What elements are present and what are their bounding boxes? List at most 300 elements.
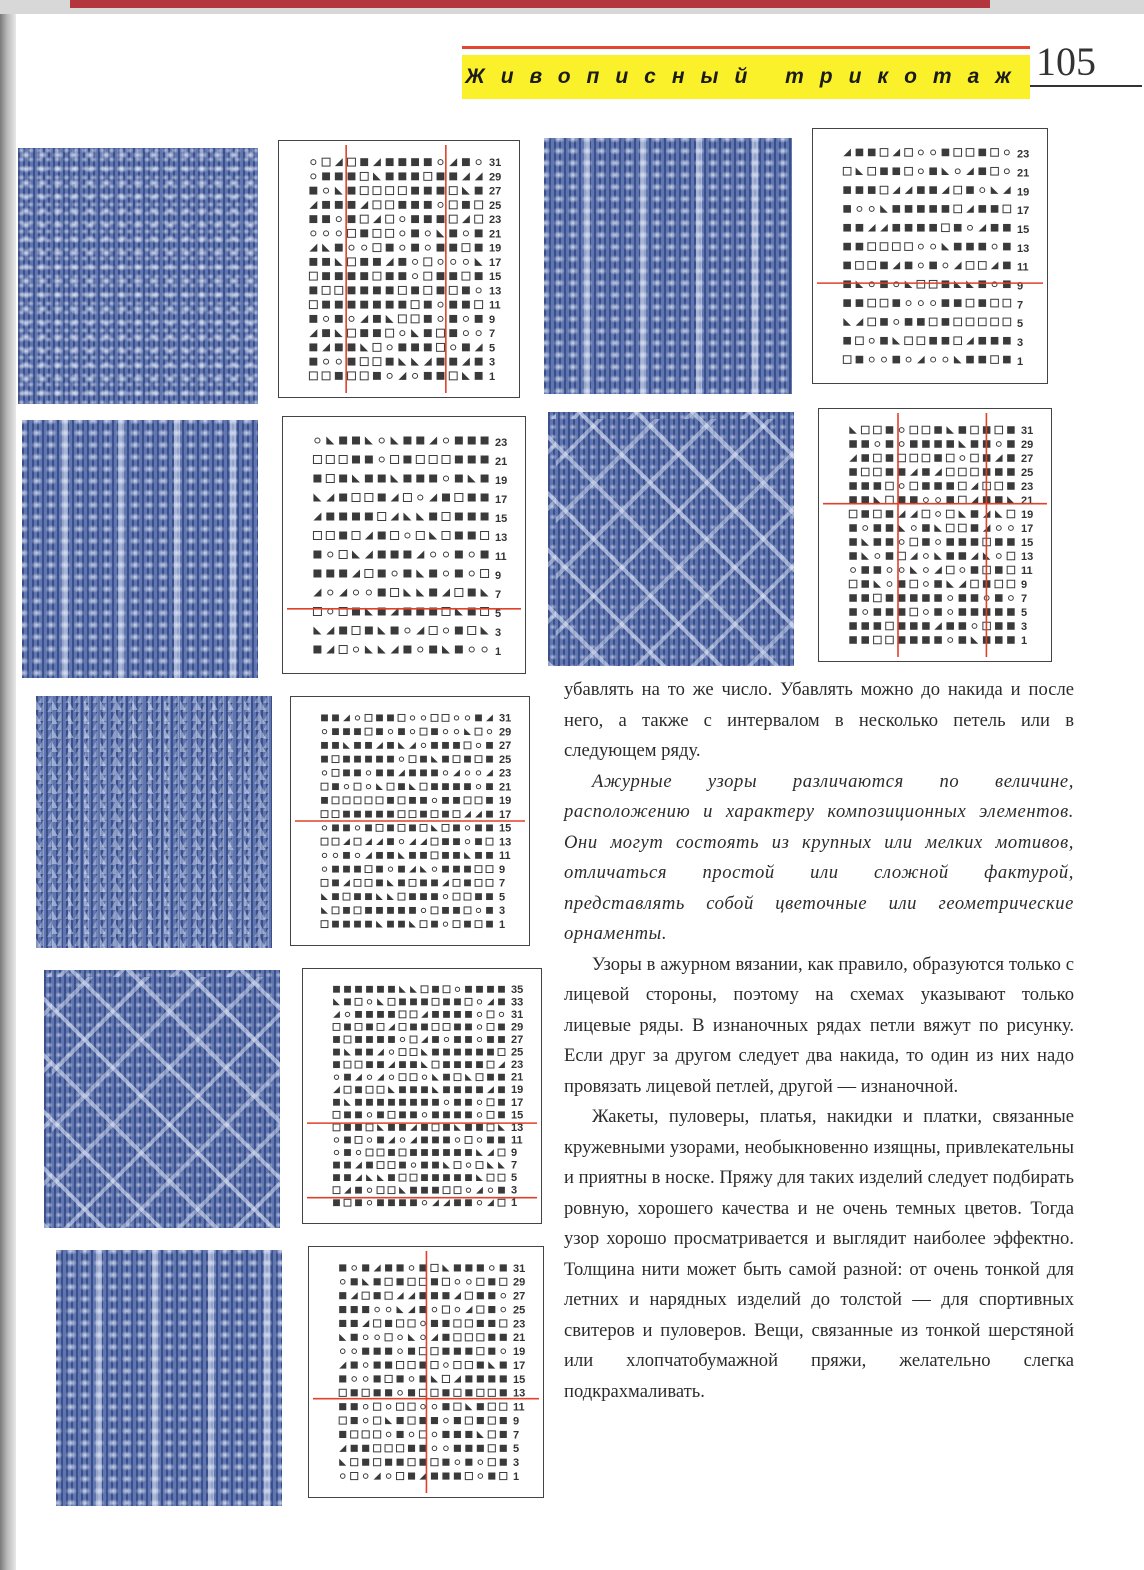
row-number-label: 13 [495, 531, 508, 544]
knit-stitch-symbol [373, 329, 381, 337]
purl-stitch-symbol [409, 811, 416, 818]
purl-stitch-symbol [385, 1278, 392, 1285]
knit-stitch-symbol [443, 1011, 450, 1018]
knit-stitch-symbol [954, 243, 962, 251]
decrease-stitch-symbol [874, 496, 882, 504]
knit-stitch-symbol [465, 1124, 472, 1131]
yarn-over-symbol [432, 1446, 437, 1451]
knit-stitch-symbol [849, 482, 857, 490]
knit-stitch-symbol [339, 1306, 346, 1313]
purl-stitch-symbol [398, 286, 406, 294]
knit-stitch-symbol [398, 172, 406, 180]
decrease-stitch-symbol [398, 358, 406, 366]
knit-stitch-symbol [388, 1099, 395, 1106]
knit-stitch-symbol [959, 608, 967, 616]
knit-stitch-symbol [387, 852, 394, 859]
purl-stitch-symbol [432, 1124, 439, 1131]
purl-stitch-symbol [432, 1024, 439, 1031]
knit-stitch-symbol [365, 756, 372, 763]
decrease-stitch-symbol [868, 224, 876, 232]
knit-stitch-symbol [348, 187, 356, 195]
yarn-over-symbol [421, 1404, 426, 1409]
purl-stitch-symbol [856, 337, 864, 345]
row-number-label: 3 [1021, 620, 1028, 633]
yarn-over-symbol [477, 1037, 481, 1041]
knit-stitch-symbol [377, 1111, 384, 1118]
row-number-label: 3 [513, 1457, 520, 1470]
knit-stitch-symbol [486, 824, 493, 831]
decrease-stitch-symbol [424, 358, 432, 366]
yarn-over-symbol [375, 1307, 380, 1312]
knit-stitch-symbol [362, 1445, 369, 1452]
purl-stitch-symbol [397, 1445, 404, 1452]
yarn-over-symbol [455, 987, 459, 991]
yarn-over-symbol [924, 568, 929, 573]
decrease-stitch-symbol [326, 437, 334, 445]
knit-stitch-symbol [1003, 337, 1011, 345]
knit-stitch-symbol [476, 1049, 483, 1056]
decrease-stitch-symbol [498, 1124, 505, 1131]
purl-stitch-symbol [874, 454, 882, 462]
purl-stitch-symbol [910, 580, 918, 588]
knit-stitch-symbol [343, 921, 350, 928]
decrease-stitch-symbol [365, 838, 372, 845]
purl-stitch-symbol [487, 1124, 494, 1131]
decrease-stitch-symbol [443, 1199, 450, 1206]
knit-stitch-symbol [443, 1049, 450, 1056]
decrease-stitch-symbol [391, 646, 399, 654]
knit-stitch-symbol [465, 1375, 472, 1382]
row-number-label: 11 [489, 299, 501, 312]
purl-stitch-symbol [408, 1320, 415, 1327]
purl-stitch-symbol [420, 921, 427, 928]
yarn-over-symbol [465, 771, 469, 775]
knit-stitch-symbol [892, 205, 900, 213]
decrease-stitch-symbol [991, 186, 999, 194]
knit-stitch-symbol [849, 608, 857, 616]
knit-stitch-symbol [399, 1099, 406, 1106]
yarn-over-symbol [375, 1335, 380, 1340]
row-number-label: 11 [1021, 564, 1033, 577]
yarn-over-symbol [924, 554, 929, 559]
yarn-over-symbol [465, 839, 469, 843]
decrease-stitch-symbol [421, 1061, 428, 1068]
purl-stitch-symbol [378, 513, 386, 521]
knit-stitch-symbol [351, 1306, 358, 1313]
row-number-label: 19 [513, 1346, 526, 1359]
knit-stitch-symbol [971, 608, 979, 616]
row-number-label: 5 [1021, 606, 1028, 619]
row-number-label: 31 [499, 712, 512, 725]
decrease-stitch-symbol [409, 838, 416, 845]
decrease-stitch-symbol [313, 589, 321, 597]
knit-stitch-symbol [376, 728, 383, 735]
knit-stitch-symbol [465, 1199, 472, 1206]
knit-stitch-symbol [410, 1111, 417, 1118]
knit-stitch-symbol [1003, 262, 1011, 270]
knit-stitch-symbol [348, 358, 356, 366]
knit-stitch-symbol [421, 1124, 428, 1131]
purl-stitch-symbol [398, 187, 406, 195]
yarn-over-symbol [363, 1363, 368, 1368]
knit-stitch-symbol [966, 186, 974, 194]
decrease-stitch-symbol [431, 756, 438, 763]
knit-stitch-symbol [861, 510, 869, 518]
row-number-label: 11 [1017, 261, 1029, 274]
knit-stitch-symbol [431, 879, 438, 886]
knit-stitch-symbol [880, 318, 888, 326]
knit-stitch-symbol [455, 475, 463, 483]
section-title: Живописный трикотаж [462, 55, 1030, 99]
yarn-over-symbol [315, 438, 320, 443]
row-number-label: 25 [1021, 466, 1034, 479]
decrease-stitch-symbol [410, 1124, 417, 1131]
knit-stitch-symbol [455, 646, 463, 654]
decrease-stitch-symbol [335, 158, 343, 166]
purl-stitch-symbol [351, 1473, 358, 1480]
knit-stitch-symbol [421, 1174, 428, 1181]
purl-stitch-symbol [360, 358, 368, 366]
purl-stitch-symbol [449, 286, 457, 294]
yarn-over-symbol [311, 160, 316, 165]
knit-stitch-symbol [348, 286, 356, 294]
knit-stitch-symbol [366, 1061, 373, 1068]
knit-stitch-symbol [886, 524, 894, 532]
knit-stitch-symbol [462, 286, 470, 294]
knit-stitch-symbol [442, 1431, 449, 1438]
knit-stitch-symbol [1007, 636, 1015, 644]
knit-stitch-symbol [942, 149, 950, 157]
knit-stitch-symbol [476, 1124, 483, 1131]
knit-stitch-symbol [922, 594, 930, 602]
purl-stitch-symbol [373, 358, 381, 366]
knit-stitch-symbol [453, 783, 460, 790]
yarn-over-symbol [399, 757, 403, 761]
knit-stitch-symbol [454, 1024, 461, 1031]
yarn-over-symbol [467, 1280, 472, 1285]
knit-stitch-symbol [421, 1162, 428, 1169]
yarn-over-symbol [353, 590, 358, 595]
knit-stitch-symbol [486, 797, 493, 804]
purl-stitch-symbol [351, 1459, 358, 1466]
row-number-label: 19 [489, 242, 502, 255]
knit-stitch-symbol [397, 1264, 404, 1271]
knit-stitch-symbol [410, 1199, 417, 1206]
yarn-over-symbol [334, 1075, 338, 1079]
purl-stitch-symbol [431, 852, 438, 859]
knit-stitch-symbol [431, 783, 438, 790]
knit-stitch-symbol [995, 496, 1003, 504]
decrease-stitch-symbol [326, 646, 334, 654]
decrease-stitch-symbol [442, 1264, 449, 1271]
knit-stitch-symbol [416, 475, 424, 483]
yarn-over-symbol [438, 160, 443, 165]
knit-stitch-symbol [333, 1036, 340, 1043]
knit-stitch-symbol [321, 714, 328, 721]
knit-stitch-symbol [398, 343, 406, 351]
purl-stitch-symbol [333, 1111, 340, 1118]
decrease-stitch-symbol [362, 1278, 369, 1285]
row-number-label: 5 [511, 1172, 518, 1185]
knit-stitch-symbol [454, 1417, 461, 1424]
yarn-over-symbol [1004, 169, 1009, 174]
purl-stitch-symbol [388, 1187, 395, 1194]
knit-stitch-symbol [339, 1431, 346, 1438]
purl-stitch-symbol [498, 1174, 505, 1181]
yarn-over-symbol [398, 1335, 403, 1340]
purl-stitch-symbol [355, 1024, 362, 1031]
row-number-label: 5 [1017, 318, 1024, 331]
knit-stitch-symbol [431, 921, 438, 928]
purl-stitch-symbol [942, 224, 950, 232]
decrease-stitch-symbol [442, 879, 449, 886]
knit-stitch-symbol [465, 1149, 472, 1156]
purl-stitch-symbol [849, 510, 857, 518]
purl-stitch-symbol [946, 468, 954, 476]
knit-stitch-symbol [465, 1389, 472, 1396]
knit-stitch-symbol [354, 742, 361, 749]
knit-stitch-symbol [365, 907, 372, 914]
knit-stitch-symbol [408, 1389, 415, 1396]
knit-stitch-symbol [843, 186, 851, 194]
knit-stitch-symbol [898, 622, 906, 630]
knit-swatch-2 [22, 420, 258, 678]
knit-stitch-symbol [442, 1389, 449, 1396]
row-number-label: 1 [489, 370, 496, 383]
purl-stitch-symbol [910, 454, 918, 462]
knit-stitch-symbol [431, 742, 438, 749]
knit-stitch-symbol [335, 301, 343, 309]
knit-stitch-symbol [365, 513, 373, 521]
row-number-label: 19 [511, 1084, 524, 1097]
knit-stitch-symbol [339, 1375, 346, 1382]
decrease-stitch-symbol [421, 1036, 428, 1043]
chart-6-grid [303, 969, 541, 1223]
row-number-label: 9 [513, 1415, 520, 1428]
knit-stitch-symbol [449, 301, 457, 309]
decrease-stitch-symbol [391, 494, 399, 502]
knit-stitch-symbol [431, 1473, 438, 1480]
decrease-stitch-symbol [465, 1306, 472, 1313]
purl-stitch-symbol [922, 426, 930, 434]
chart-2-grid [283, 417, 525, 673]
knit-stitch-symbol [385, 1348, 392, 1355]
purl-stitch-symbol [373, 244, 381, 252]
knit-stitch-symbol [905, 205, 913, 213]
knit-stitch-symbol [309, 358, 317, 366]
knit-stitch-symbol [365, 824, 372, 831]
knit-stitch-symbol [409, 852, 416, 859]
yarn-over-symbol [366, 784, 370, 788]
yarn-over-symbol [431, 552, 436, 557]
yarn-over-symbol [972, 624, 977, 629]
yarn-over-symbol [379, 457, 384, 462]
decrease-stitch-symbol [398, 852, 405, 859]
decrease-stitch-symbol [910, 510, 918, 518]
decrease-stitch-symbol [360, 315, 368, 323]
knit-stitch-symbol [409, 769, 416, 776]
yarn-over-symbol [482, 647, 487, 652]
purl-stitch-symbol [419, 1348, 426, 1355]
knit-stitch-symbol [971, 594, 979, 602]
yarn-over-symbol [336, 217, 341, 222]
yarn-over-symbol [444, 1037, 448, 1041]
purl-stitch-symbol [355, 1137, 362, 1144]
knit-swatch-1 [18, 148, 258, 404]
yarn-over-symbol [328, 552, 333, 557]
knit-stitch-symbol [365, 893, 372, 900]
decrease-stitch-symbol [991, 262, 999, 270]
knit-stitch-symbol [437, 358, 445, 366]
knit-stitch-symbol [922, 524, 930, 532]
knit-stitch-symbol [455, 532, 463, 540]
purl-stitch-symbol [905, 167, 913, 175]
yarn-over-symbol [386, 1432, 391, 1437]
decrease-stitch-symbol [309, 244, 317, 252]
yarn-over-symbol [328, 590, 333, 595]
row-number-label: 7 [499, 877, 506, 890]
knit-stitch-symbol [322, 258, 330, 266]
decrease-stitch-symbol [849, 454, 857, 462]
row-number-label: 9 [499, 863, 506, 876]
knit-stitch-symbol [437, 286, 445, 294]
row-number-label: 27 [499, 740, 512, 753]
knit-stitch-symbol [410, 1187, 417, 1194]
page-number: 105 [1036, 39, 1096, 84]
knit-stitch-symbol [374, 1292, 381, 1299]
yarn-over-symbol [409, 1266, 414, 1271]
purl-stitch-symbol [344, 1061, 351, 1068]
header-rule [462, 46, 1030, 49]
yarn-over-symbol [410, 716, 414, 720]
knit-stitch-symbol [322, 301, 330, 309]
knit-stitch-symbol [917, 205, 925, 213]
knit-stitch-symbol [355, 1036, 362, 1043]
purl-stitch-symbol [500, 1473, 507, 1480]
yarn-over-symbol [311, 174, 316, 179]
decrease-stitch-symbol [995, 454, 1003, 462]
knit-stitch-symbol [500, 1362, 507, 1369]
knit-stitch-symbol [498, 1111, 505, 1118]
decrease-stitch-symbol [449, 158, 457, 166]
row-number-label: 7 [495, 588, 502, 601]
decrease-stitch-symbol [360, 201, 368, 209]
row-number-label: 15 [495, 512, 508, 525]
yarn-over-symbol [477, 1012, 481, 1016]
decrease-stitch-symbol [409, 921, 416, 928]
purl-stitch-symbol [399, 1011, 406, 1018]
knit-stitch-symbol [442, 1403, 449, 1410]
yarn-over-symbol [906, 357, 911, 362]
decrease-stitch-symbol [442, 589, 450, 597]
knit-stitch-symbol [374, 1362, 381, 1369]
yarn-over-symbol [405, 628, 410, 633]
knit-stitch-symbol [348, 201, 356, 209]
decrease-stitch-symbol [409, 742, 416, 749]
purl-stitch-symbol [365, 570, 373, 578]
knit-stitch-symbol [408, 1445, 415, 1452]
knit-stitch-symbol [386, 244, 394, 252]
knit-stitch-symbol [462, 343, 470, 351]
knit-stitch-symbol [464, 783, 471, 790]
decrease-stitch-symbol [488, 1362, 495, 1369]
decrease-stitch-symbol [421, 1011, 428, 1018]
chart-5-grid [291, 697, 529, 945]
knit-stitch-symbol [498, 1036, 505, 1043]
row-number-label: 7 [489, 328, 496, 341]
yarn-over-symbol [455, 1138, 459, 1142]
purl-stitch-symbol [326, 532, 334, 540]
purl-stitch-symbol [905, 149, 913, 157]
purl-stitch-symbol [477, 1306, 484, 1313]
purl-stitch-symbol [500, 1403, 507, 1410]
decrease-stitch-symbol [366, 1174, 373, 1181]
knit-stitch-symbol [978, 356, 986, 364]
knit-stitch-symbol [424, 329, 432, 337]
row-number-label: 1 [1017, 355, 1024, 368]
purl-stitch-symbol [366, 1149, 373, 1156]
purl-stitch-symbol [360, 215, 368, 223]
knit-stitch-symbol [946, 538, 954, 546]
purl-stitch-symbol [424, 172, 432, 180]
knit-stitch-symbol [455, 627, 463, 635]
knit-stitch-symbol [442, 811, 449, 818]
purl-stitch-symbol [910, 538, 918, 546]
knit-stitch-symbol [954, 299, 962, 307]
top-edge-red [70, 0, 990, 8]
yarn-over-symbol [367, 1138, 371, 1142]
purl-stitch-symbol [333, 1187, 340, 1194]
row-number-label: 5 [499, 891, 506, 904]
yarn-over-symbol [887, 582, 892, 587]
decrease-stitch-symbol [934, 622, 942, 630]
knit-stitch-symbol [411, 343, 419, 351]
yarn-over-symbol [443, 476, 448, 481]
purl-stitch-symbol [465, 1473, 472, 1480]
knit-stitch-symbol [476, 1061, 483, 1068]
knit-stitch-symbol [403, 646, 411, 654]
knit-stitch-symbol [362, 1264, 369, 1271]
knit-stitch-symbol [886, 510, 894, 518]
yarn-over-symbol [322, 826, 326, 830]
purl-stitch-symbol [398, 714, 405, 721]
knit-stitch-symbol [365, 456, 373, 464]
knit-stitch-symbol [481, 456, 489, 464]
knit-stitch-symbol [442, 797, 449, 804]
knit-stitch-symbol [354, 728, 361, 735]
purl-stitch-symbol [387, 783, 394, 790]
purl-stitch-symbol [321, 811, 328, 818]
knit-stitch-symbol [432, 986, 439, 993]
knit-stitch-symbol [424, 343, 432, 351]
decrease-stitch-symbol [437, 229, 445, 237]
row-number-label: 5 [489, 342, 496, 355]
purl-stitch-symbol [929, 280, 937, 288]
knit-stitch-symbol [486, 852, 493, 859]
knit-stitch-symbol [386, 272, 394, 280]
chart-7-grid [309, 1247, 543, 1497]
knit-stitch-symbol [1003, 280, 1011, 288]
knit-stitch-symbol [971, 566, 979, 574]
purl-stitch-symbol [487, 1174, 494, 1181]
knit-stitch-symbol [376, 756, 383, 763]
knit-stitch-symbol [468, 532, 476, 540]
decrease-stitch-symbol [966, 337, 974, 345]
knit-stitch-symbol [376, 811, 383, 818]
knit-stitch-symbol [500, 1417, 507, 1424]
purl-stitch-symbol [366, 1086, 373, 1093]
decrease-stitch-symbol [892, 337, 900, 345]
